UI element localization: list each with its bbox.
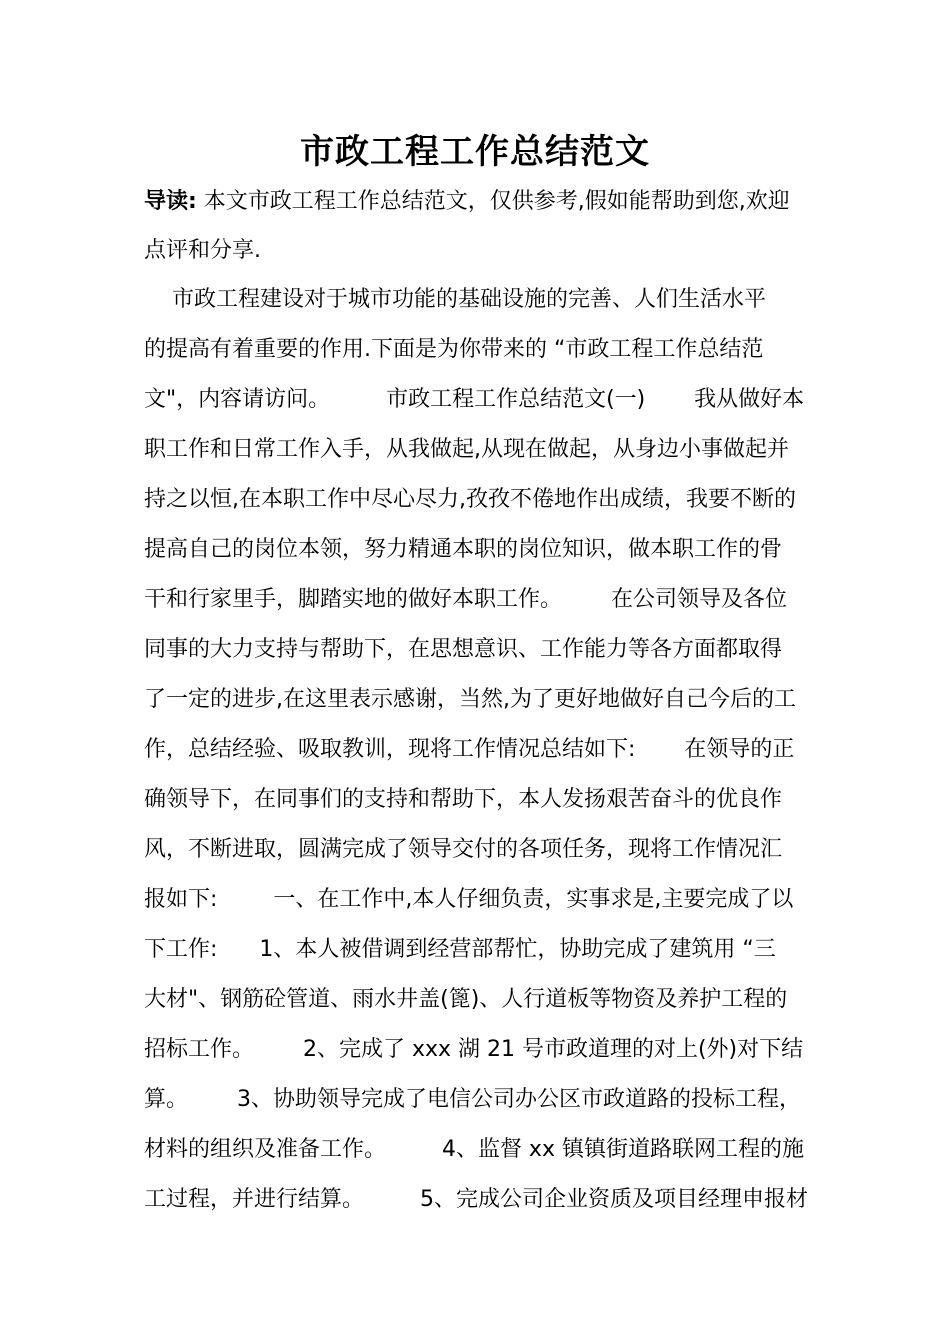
body-line: 算。 3、协助领导完成了电信公司办公区市政道路的投标工程， — [144, 1087, 801, 1112]
body-line: 文"，内容请访问。 市政工程工作总结范文(一) 我从做好本 — [144, 387, 805, 412]
body-line: 确领导下，在同事们的支持和帮助下，本人发扬艰苦奋斗的优良作 — [144, 787, 783, 812]
body-line: 报如下: 一、在工作中,本人仔细负责，实事求是,主要完成了以 — [144, 887, 794, 912]
body-line: 招标工作。 2、完成了 xxx 湖 21 号市政道理的对上(外)对下结 — [144, 1037, 804, 1062]
body-line: 干和行家里手，脚踏实地的做好本职工作。 在公司领导及各位 — [144, 587, 787, 612]
body-line: 风，不断进取，圆满完成了领导交付的各项任务，现将工作情况汇 — [144, 837, 783, 862]
body-line: 的提高有着重要的作用.下面是为你带来的 “市政工程工作总结范 — [144, 337, 764, 362]
body-line: 大材"、钢筋砼管道、雨水井盖(篦)、人行道板等物资及养护工程的 — [144, 987, 788, 1012]
body-line: 市政工程建设对于城市功能的基础设施的完善、人们生活水平 — [144, 287, 766, 312]
body-line: 工过程，并进行结算。 5、完成公司企业资质及项目经理申报材 — [144, 1187, 808, 1212]
body-line: 材料的组织及准备工作。 4、监督 xx 镇镇街道路联网工程的施 — [144, 1137, 804, 1162]
lead-text: 本文市政工程工作总结范文，仅供参考,假如能帮助到您,欢迎 — [196, 189, 790, 214]
body-line: 职工作和日常工作入手，从我做起,从现在做起，从身边小事做起并 — [144, 437, 789, 462]
body-line: 下工作: 1、本人被借调到经营部帮忙，协助完成了建筑用 “三 — [144, 937, 776, 962]
body-line: 作，总结经验、吸取教训，现将工作情况总结如下: 在领导的正 — [144, 737, 795, 762]
lead-label: 导读: — [144, 189, 197, 214]
lead-paragraph-line: 点评和分享. — [144, 238, 261, 263]
body-line: 持之以恒,在本职工作中尽心尽力,孜孜不倦地作出成绩，我要不断的 — [144, 487, 796, 512]
body-line: 同事的大力支持与帮助下，在思想意识、工作能力等各方面都取得 — [144, 637, 783, 662]
document-title: 市政工程工作总结范文 — [300, 132, 650, 172]
body-line: 提高自己的岗位本领，努力精通本职的岗位知识，做本职工作的骨 — [144, 537, 783, 562]
body-line: 了一定的进步,在这里表示感谢，当然,为了更好地做好自己今后的工 — [144, 687, 796, 712]
lead-paragraph-line — [144, 182, 790, 222]
